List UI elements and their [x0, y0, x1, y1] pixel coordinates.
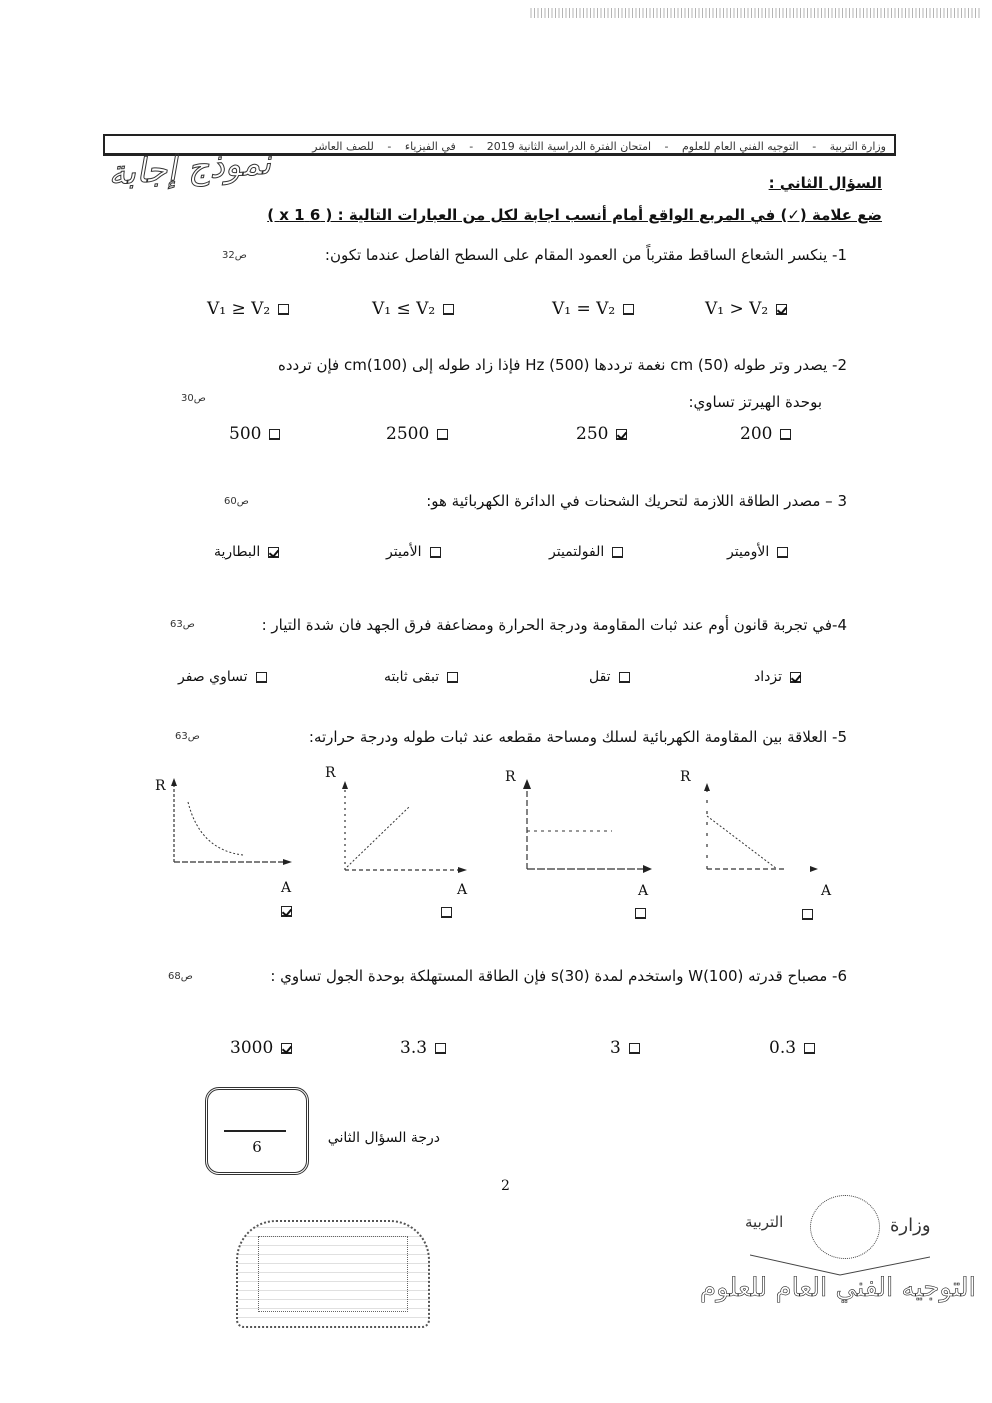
checkbox-icon[interactable] [777, 547, 788, 558]
header-directorate: التوجيه الفني العام للعلوم [682, 140, 799, 153]
q3-option-4[interactable]: البطارية [214, 544, 279, 560]
question-3-page-ref: ص60 [224, 496, 249, 507]
q5-graph-decreasing: R A [680, 765, 830, 915]
q5-graph-4-checkbox[interactable] [802, 909, 813, 920]
page-number: 2 [501, 1178, 510, 1194]
answer-key-stamp: نموذج إجابة [106, 142, 273, 194]
q4-option-4[interactable]: تساوي صفر [178, 669, 267, 685]
q2-option-4[interactable]: 500 [229, 424, 280, 444]
question-4-page-ref: ص63 [170, 619, 195, 630]
question-6-page-ref: ص68 [168, 971, 193, 982]
question-2-text: 2- يصدر وتر طوله cm (50) نغمة ترددها Hz (500) فإذا زاد طوله إلى cm(100) فإن تردده [278, 356, 847, 374]
checkbox-icon[interactable] [612, 547, 623, 558]
q2-option-3[interactable]: 2500 [386, 424, 448, 444]
header-ministry: وزارة التربية [829, 140, 886, 153]
checkbox-icon[interactable] [629, 1043, 640, 1054]
q3-option-1[interactable]: الأوميتر [727, 544, 788, 560]
checkbox-icon[interactable] [437, 429, 448, 440]
q5-graph-2-checkbox[interactable] [441, 907, 452, 918]
ministry-emblem-icon [810, 1195, 880, 1259]
q2-option-1[interactable]: 200 [740, 424, 791, 444]
checkbox-icon[interactable] [269, 429, 280, 440]
decreasing-line-graph-icon [680, 765, 830, 915]
question-5-text: 5- العلاقة بين المقاومة الكهربائية لسلك ومساحة مقطعه عند ثبات طوله ودرجة حرارته: [308, 728, 847, 746]
checkbox-icon[interactable] [435, 1043, 446, 1054]
increasing-line-graph-icon [325, 765, 475, 915]
q6-option-2[interactable]: 3 [610, 1038, 640, 1058]
section-instruction: ضع علامة (✓) في المربع الواقع أمام أنسب اجابة لكل من العبارات التالية : ( 6 x 1 ) [267, 206, 882, 224]
q6-option-1[interactable]: 0.3 [769, 1038, 815, 1058]
checkbox-icon[interactable] [619, 672, 630, 683]
q2-option-2[interactable]: 250 [576, 424, 627, 444]
q5-graph-inverse: R A [155, 770, 305, 920]
question-1-text: 1- ينكسر الشعاع الساقط مقترباً من العمود المقام على السطح الفاصل عندما تكون: [324, 246, 847, 264]
header-grade: للصف العاشر [312, 140, 374, 153]
score-blank-line [224, 1130, 286, 1132]
q1-option-1[interactable]: V₁ > V₂ [705, 299, 787, 319]
checkbox-checked-icon[interactable] [268, 547, 279, 558]
q4-option-2[interactable]: تقل [589, 669, 630, 685]
q6-option-4[interactable]: 3000 [230, 1038, 292, 1058]
q1-option-2[interactable]: V₁ = V₂ [552, 299, 634, 319]
score-box [205, 1087, 309, 1175]
question-3-text: 3 – مصدر الطاقة اللازمة لتحريك الشحنات في الدائرة الكهربائية هو: [426, 492, 847, 510]
q3-option-3[interactable]: الأميتر [386, 544, 441, 560]
q5-graph-3-checkbox[interactable] [635, 908, 646, 919]
question-1-page-ref: ص32 [222, 250, 247, 261]
question-6-text: 6- مصباح قدرته W(100) واستخدم لمدة s(30) فإن الطاقة المستهلكة بوحدة الجول تساوي : [270, 967, 847, 985]
checkbox-checked-icon[interactable] [776, 304, 787, 315]
q3-option-2[interactable]: الفولتميتر [549, 544, 623, 560]
q5-graph-1-checkbox[interactable] [281, 906, 292, 917]
checkbox-checked-icon[interactable] [616, 429, 627, 440]
checkbox-checked-icon[interactable] [281, 1043, 292, 1054]
header-exam: امتحان الفترة الدراسية الثانية 2019 [486, 140, 652, 153]
q1-option-4[interactable]: V₁ ≥ V₂ [207, 299, 289, 319]
score-label: درجة السؤال الثاني [327, 1130, 440, 1146]
checkbox-icon[interactable] [447, 672, 458, 683]
q5-graph-increasing: R A [325, 765, 475, 915]
constant-line-graph-icon [505, 765, 655, 915]
header-subject: في الفيزياء [404, 140, 456, 153]
scan-noise-strip [530, 8, 980, 18]
score-denominator: 6 [252, 1138, 262, 1156]
checkbox-icon[interactable] [278, 304, 289, 315]
official-seal-right: التربية وزارة التوجيه الفني العام للعلوم [700, 1193, 985, 1323]
checkbox-icon[interactable] [623, 304, 634, 315]
q6-option-3[interactable]: 3.3 [400, 1038, 446, 1058]
question-2-page-ref: ص30 [181, 393, 206, 404]
checkbox-icon[interactable] [256, 672, 267, 683]
question-5-page-ref: ص63 [175, 731, 200, 742]
checkbox-checked-icon[interactable] [790, 672, 801, 683]
q5-graph-constant: R A [505, 765, 655, 915]
question-2-text-line2: بوحدة الهيرتز تساوي: [688, 393, 822, 411]
official-seal-left [236, 1220, 430, 1328]
q1-option-3[interactable]: V₁ ≤ V₂ [372, 299, 454, 319]
checkbox-icon[interactable] [804, 1043, 815, 1054]
checkbox-icon[interactable] [780, 429, 791, 440]
checkbox-icon[interactable] [443, 304, 454, 315]
inverse-curve-graph-icon [155, 770, 305, 920]
exam-header: وزارة التربية - التوجيه الفني العام للعلوم - امتحان الفترة الدراسية الثانية 2019 - في الفيزياء - للصف العاشر [103, 134, 896, 156]
question-4-text: 4-في تجربة قانون أوم عند ثبات المقاومة ودرجة الحرارة ومضاعفة فرق الجهد فان شدة التيار : [261, 616, 847, 634]
section-title: السؤال الثاني : [768, 174, 882, 192]
q4-option-3[interactable]: تبقى ثابته [384, 669, 458, 685]
checkbox-icon[interactable] [430, 547, 441, 558]
q4-option-1[interactable]: تزداد [754, 669, 801, 685]
